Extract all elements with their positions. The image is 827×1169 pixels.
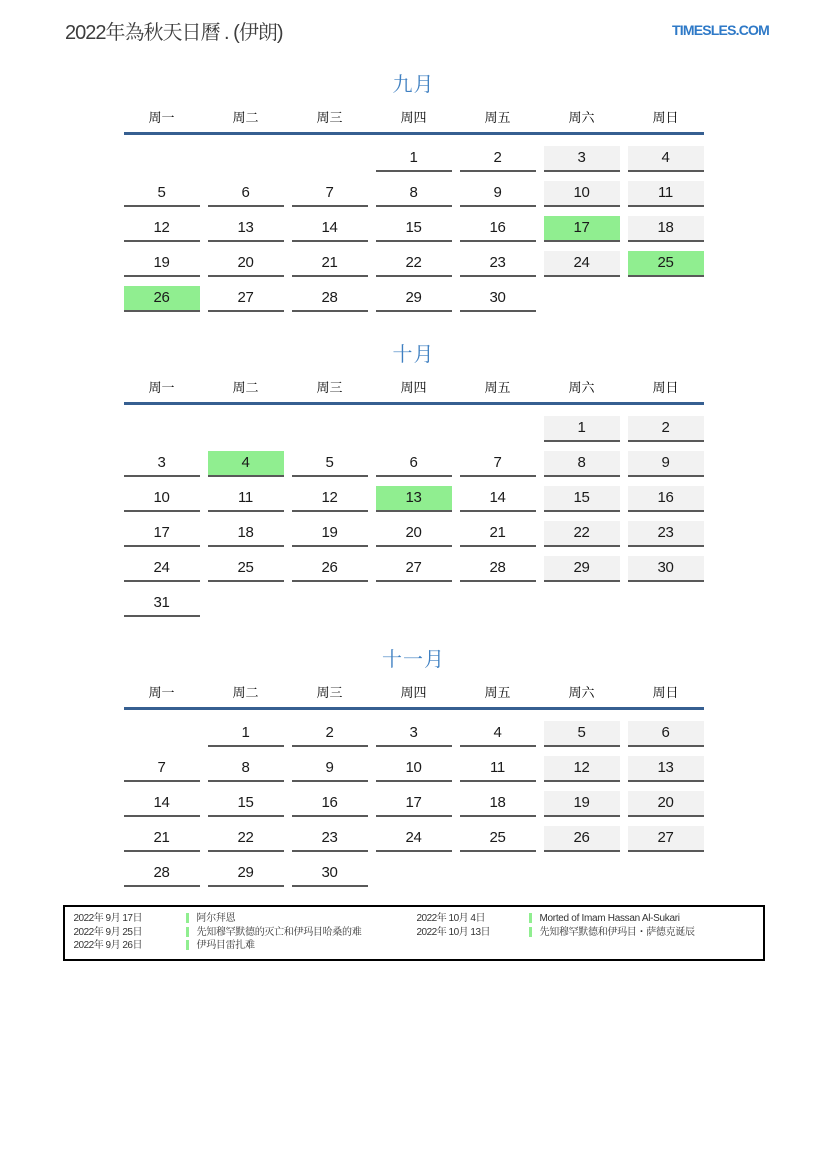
day-cell-empty [208, 416, 284, 440]
day-cell: 20 [376, 521, 452, 547]
day-cell-empty [628, 591, 704, 615]
day-cell: 30 [628, 556, 704, 582]
weekday-separator-line [124, 402, 704, 405]
day-cell-empty [544, 591, 620, 615]
weekday-header-row [124, 110, 704, 126]
month-title: 九月 [392, 74, 435, 96]
day-cell: 22 [544, 521, 620, 547]
weekday-label: 周二 [232, 110, 259, 125]
legend-item [417, 912, 754, 926]
day-cell: 17 [544, 216, 620, 242]
day-cell: 19 [292, 521, 368, 547]
weekday-header-row [124, 380, 704, 396]
day-cell: 24 [124, 556, 200, 582]
legend-item [417, 926, 754, 940]
legend-event-name: 伊玛目雷扎难 [196, 940, 255, 951]
day-cell: 18 [208, 521, 284, 547]
weekday-label: 周日 [652, 110, 679, 125]
day-cell: 21 [292, 251, 368, 277]
day-cell: 20 [628, 791, 704, 817]
month-title: 十一月 [382, 649, 445, 671]
weekday-header-row [124, 685, 704, 701]
day-cell: 30 [292, 861, 368, 887]
day-cell: 8 [544, 451, 620, 477]
holiday-legend-box [63, 905, 765, 961]
day-cell: 15 [544, 486, 620, 512]
day-cell: 16 [628, 486, 704, 512]
day-cell-empty [544, 286, 620, 310]
day-cell-empty [376, 591, 452, 615]
day-cell-empty [628, 861, 704, 885]
day-cell: 25 [628, 251, 704, 277]
day-cell-empty [208, 146, 284, 170]
day-cell: 29 [376, 286, 452, 312]
legend-event-name: 先知穆罕默德的灭亡和伊玛目哈桑的难 [196, 926, 362, 938]
legend-date: 2022年 10月 4日 [416, 913, 485, 924]
holiday-marker-bar [186, 913, 189, 923]
day-cell: 14 [292, 216, 368, 242]
day-cell-empty [292, 146, 368, 170]
day-cell: 11 [628, 181, 704, 207]
day-cell: 26 [124, 286, 200, 312]
day-cell-empty [460, 416, 536, 440]
day-cell: 28 [292, 286, 368, 312]
day-cell: 29 [208, 861, 284, 887]
day-cell-empty [124, 146, 200, 170]
day-cell: 9 [628, 451, 704, 477]
day-cell: 25 [208, 556, 284, 582]
day-cell: 21 [460, 521, 536, 547]
day-cell: 27 [376, 556, 452, 582]
month-september [124, 72, 704, 312]
day-cell: 2 [292, 721, 368, 747]
weekday-label: 周三 [316, 110, 343, 125]
legend-date: 2022年 9月 17日 [73, 913, 142, 924]
day-cell: 13 [376, 486, 452, 512]
weekday-label: 周六 [568, 685, 595, 700]
day-cell-empty [460, 861, 536, 885]
day-cell: 19 [124, 251, 200, 277]
day-cell-empty [124, 721, 200, 745]
day-cell: 27 [628, 826, 704, 852]
day-cell: 30 [460, 286, 536, 312]
day-cell: 1 [208, 721, 284, 747]
day-cell: 17 [124, 521, 200, 547]
day-cell-empty [376, 861, 452, 885]
day-cell: 26 [544, 826, 620, 852]
legend-date: 2022年 10月 13日 [416, 926, 491, 938]
day-cell: 24 [544, 251, 620, 277]
day-cell: 8 [208, 756, 284, 782]
day-cell: 5 [292, 451, 368, 477]
day-cell: 23 [460, 251, 536, 277]
day-cell: 22 [208, 826, 284, 852]
holiday-marker-bar [529, 927, 532, 937]
day-cell: 2 [460, 146, 536, 172]
holiday-marker-bar [186, 927, 189, 937]
day-cell: 13 [628, 756, 704, 782]
day-cell: 16 [292, 791, 368, 817]
months-container [0, 72, 827, 887]
holiday-marker-bar [186, 940, 189, 950]
day-cell: 9 [292, 756, 368, 782]
day-cell: 14 [460, 486, 536, 512]
month-october [124, 342, 704, 617]
day-cell: 2 [628, 416, 704, 442]
day-cell: 4 [208, 451, 284, 477]
day-cell: 6 [628, 721, 704, 747]
weekday-label: 周三 [316, 685, 343, 700]
day-cell: 10 [376, 756, 452, 782]
page-title: 2022年為秋天日曆 . (伊朗) [65, 22, 283, 44]
weekday-label: 周五 [484, 685, 511, 700]
day-cell: 9 [460, 181, 536, 207]
legend-date: 2022年 9月 26日 [73, 940, 142, 951]
day-cell: 26 [292, 556, 368, 582]
weekday-label: 周三 [316, 380, 343, 395]
day-cell: 18 [460, 791, 536, 817]
day-cell-empty [376, 416, 452, 440]
day-cell: 7 [460, 451, 536, 477]
day-cell-empty [292, 416, 368, 440]
day-cell: 15 [208, 791, 284, 817]
holiday-marker-bar [529, 913, 532, 923]
day-cell: 24 [376, 826, 452, 852]
day-grid [124, 416, 704, 617]
day-cell: 6 [376, 451, 452, 477]
day-cell: 29 [544, 556, 620, 582]
weekday-label: 周五 [484, 110, 511, 125]
day-cell: 11 [208, 486, 284, 512]
weekday-separator-line [124, 132, 704, 135]
day-cell: 5 [544, 721, 620, 747]
day-cell: 23 [292, 826, 368, 852]
weekday-separator-line [124, 707, 704, 710]
month-november [124, 647, 704, 887]
day-cell: 7 [292, 181, 368, 207]
day-cell: 4 [460, 721, 536, 747]
day-cell: 1 [544, 416, 620, 442]
day-cell: 21 [124, 826, 200, 852]
day-cell: 1 [376, 146, 452, 172]
weekday-label: 周日 [652, 685, 679, 700]
day-cell: 18 [628, 216, 704, 242]
page-header [0, 0, 827, 46]
weekday-label: 周二 [232, 380, 259, 395]
legend-item [74, 939, 411, 953]
day-cell: 3 [376, 721, 452, 747]
site-link[interactable]: TIMESLES.COM [672, 22, 769, 38]
weekday-label: 周四 [400, 110, 427, 125]
day-cell: 10 [124, 486, 200, 512]
day-cell: 17 [376, 791, 452, 817]
day-cell-empty [460, 591, 536, 615]
day-cell: 5 [124, 181, 200, 207]
weekday-label: 周一 [148, 110, 175, 125]
legend-item [74, 926, 411, 940]
weekday-label: 周一 [148, 380, 175, 395]
day-cell-empty [544, 861, 620, 885]
day-cell: 25 [460, 826, 536, 852]
day-cell-empty [124, 416, 200, 440]
day-cell: 3 [544, 146, 620, 172]
month-title: 十月 [392, 344, 435, 366]
day-cell: 12 [544, 756, 620, 782]
day-cell: 11 [460, 756, 536, 782]
day-cell: 10 [544, 181, 620, 207]
day-cell: 13 [208, 216, 284, 242]
legend-column [417, 912, 754, 953]
legend-event-name: 阿尔拜恩 [196, 913, 236, 924]
day-cell: 3 [124, 451, 200, 477]
weekday-label: 周六 [568, 380, 595, 395]
day-cell: 19 [544, 791, 620, 817]
weekday-label: 周六 [568, 110, 595, 125]
day-grid [124, 721, 704, 887]
day-cell: 28 [460, 556, 536, 582]
day-cell: 20 [208, 251, 284, 277]
day-cell: 4 [628, 146, 704, 172]
day-cell: 8 [376, 181, 452, 207]
day-grid [124, 146, 704, 312]
weekday-label: 周二 [232, 685, 259, 700]
day-cell: 14 [124, 791, 200, 817]
day-cell: 12 [124, 216, 200, 242]
legend-item [74, 912, 411, 926]
day-cell: 16 [460, 216, 536, 242]
legend-event-name: Morted of Imam Hassan Al-Sukari [539, 913, 680, 924]
day-cell: 6 [208, 181, 284, 207]
day-cell: 12 [292, 486, 368, 512]
day-cell: 23 [628, 521, 704, 547]
day-cell: 22 [376, 251, 452, 277]
day-cell-empty [208, 591, 284, 615]
day-cell: 7 [124, 756, 200, 782]
day-cell: 27 [208, 286, 284, 312]
weekday-label: 周四 [400, 380, 427, 395]
weekday-label: 周五 [484, 380, 511, 395]
day-cell: 15 [376, 216, 452, 242]
day-cell: 31 [124, 591, 200, 617]
legend-date: 2022年 9月 25日 [73, 926, 142, 938]
weekday-label: 周四 [400, 685, 427, 700]
day-cell-empty [628, 286, 704, 310]
legend-column [74, 912, 411, 953]
weekday-label: 周日 [652, 380, 679, 395]
day-cell: 28 [124, 861, 200, 887]
weekday-label: 周一 [148, 685, 175, 700]
legend-event-name: 先知穆罕默德和伊玛目・萨德克诞辰 [539, 926, 695, 938]
day-cell-empty [292, 591, 368, 615]
